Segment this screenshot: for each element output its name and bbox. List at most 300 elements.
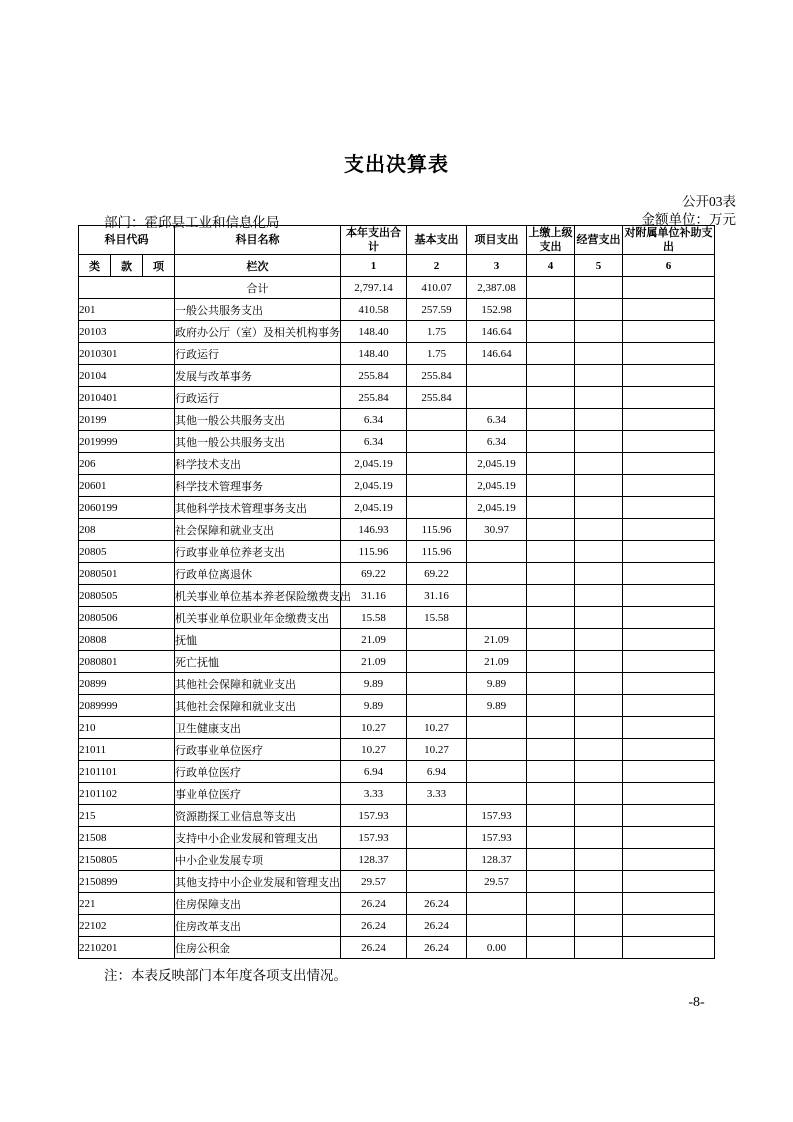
row-project [467, 893, 527, 915]
table-row [79, 497, 715, 519]
row-subject-name: 政府办公厅（室）及相关机构事务 [175, 321, 341, 343]
row-subject-name: 其他一般公共服务支出 [175, 409, 341, 431]
row-subject-code: 20199 [79, 409, 175, 431]
row-subject-code: 2080505 [79, 585, 175, 607]
row-year-total: 2,045.19 [341, 475, 407, 497]
row-subject-code: 2019999 [79, 431, 175, 453]
row-subject-name: 住房公积金 [175, 937, 341, 959]
total-basic: 410.07 [407, 277, 467, 299]
row-subject-code: 22102 [79, 915, 175, 937]
row-year-total: 29.57 [341, 871, 407, 893]
row-project: 21.09 [467, 629, 527, 651]
table-row [79, 519, 715, 541]
row-year-total: 2,045.19 [341, 453, 407, 475]
row-basic: 1.75 [407, 321, 467, 343]
row-project [467, 607, 527, 629]
form-code: 公开03表 [682, 194, 736, 209]
row-subject-code: 2089999 [79, 695, 175, 717]
row-basic: 1.75 [407, 343, 467, 365]
row-subsidiary [623, 761, 715, 783]
row-subject-code: 2210201 [79, 937, 175, 959]
row-subsidiary [623, 475, 715, 497]
row-business [575, 717, 623, 739]
row-subsidiary [623, 299, 715, 321]
table-row [79, 849, 715, 871]
row-year-total: 15.58 [341, 607, 407, 629]
total-subsidiary [623, 277, 715, 299]
total-label: 合计 [175, 277, 341, 299]
total-row [79, 277, 715, 299]
row-year-total: 3.33 [341, 783, 407, 805]
row-subject-name: 其他社会保障和就业支出 [175, 673, 341, 695]
row-basic: 26.24 [407, 915, 467, 937]
row-project: 146.64 [467, 321, 527, 343]
row-project: 146.64 [467, 343, 527, 365]
total-upper [527, 277, 575, 299]
row-project [467, 541, 527, 563]
row-subsidiary [623, 783, 715, 805]
row-upper [527, 695, 575, 717]
row-subject-name: 事业单位医疗 [175, 783, 341, 805]
row-subsidiary [623, 541, 715, 563]
row-upper [527, 475, 575, 497]
row-year-total: 157.93 [341, 827, 407, 849]
row-basic: 69.22 [407, 563, 467, 585]
row-project: 2,045.19 [467, 475, 527, 497]
table-row [79, 453, 715, 475]
row-basic: 31.16 [407, 585, 467, 607]
row-project: 6.34 [467, 409, 527, 431]
row-business [575, 893, 623, 915]
row-basic: 257.59 [407, 299, 467, 321]
row-subject-name: 科学技术管理事务 [175, 475, 341, 497]
subheader-col-2: 2 [407, 255, 467, 277]
row-year-total: 255.84 [341, 387, 407, 409]
row-business [575, 695, 623, 717]
row-business [575, 519, 623, 541]
row-year-total: 10.27 [341, 739, 407, 761]
table-row [79, 365, 715, 387]
row-subsidiary [623, 695, 715, 717]
row-basic [407, 827, 467, 849]
row-subject-code: 2080501 [79, 563, 175, 585]
row-year-total: 6.34 [341, 409, 407, 431]
table-row [79, 827, 715, 849]
row-upper [527, 321, 575, 343]
row-subsidiary [623, 409, 715, 431]
row-year-total: 26.24 [341, 893, 407, 915]
subheader-class: 类 [79, 255, 111, 277]
row-project [467, 585, 527, 607]
row-upper [527, 497, 575, 519]
total-year-total: 2,797.14 [341, 277, 407, 299]
row-subject-name: 行政单位离退休 [175, 563, 341, 585]
row-upper [527, 387, 575, 409]
row-basic: 15.58 [407, 607, 467, 629]
row-project: 157.93 [467, 827, 527, 849]
row-subject-name: 行政事业单位医疗 [175, 739, 341, 761]
row-business [575, 497, 623, 519]
row-subject-name: 资源勘探工业信息等支出 [175, 805, 341, 827]
page-title: 支出决算表 [344, 154, 449, 176]
row-basic: 10.27 [407, 739, 467, 761]
row-subsidiary [623, 585, 715, 607]
row-upper [527, 915, 575, 937]
department-line: 部门：霍邱县工业和信息化局 [104, 215, 280, 230]
table-row [79, 387, 715, 409]
row-upper [527, 739, 575, 761]
row-business [575, 541, 623, 563]
row-basic: 255.84 [407, 387, 467, 409]
row-project: 152.98 [467, 299, 527, 321]
row-basic [407, 805, 467, 827]
row-subsidiary [623, 937, 715, 959]
row-subject-code: 201 [79, 299, 175, 321]
table-row [79, 739, 715, 761]
subheader-section: 款 [111, 255, 143, 277]
row-year-total: 9.89 [341, 673, 407, 695]
row-subsidiary [623, 387, 715, 409]
row-subject-name: 住房保障支出 [175, 893, 341, 915]
row-subject-name: 抚恤 [175, 629, 341, 651]
row-subject-name: 一般公共服务支出 [175, 299, 341, 321]
row-subsidiary [623, 321, 715, 343]
row-subject-code: 215 [79, 805, 175, 827]
table-row [79, 717, 715, 739]
row-subsidiary [623, 805, 715, 827]
row-subsidiary [623, 673, 715, 695]
row-subsidiary [623, 915, 715, 937]
row-business [575, 849, 623, 871]
row-upper [527, 805, 575, 827]
row-upper [527, 453, 575, 475]
row-subsidiary [623, 563, 715, 585]
row-upper [527, 541, 575, 563]
row-subject-name: 其他支持中小企业发展和管理支出 [175, 871, 341, 893]
row-subject-name: 死亡抚恤 [175, 651, 341, 673]
subheader-col-6: 6 [623, 255, 715, 277]
page-number-text: -8- [688, 995, 705, 1010]
row-upper [527, 827, 575, 849]
expenditure-table [78, 225, 715, 959]
row-subject-code: 208 [79, 519, 175, 541]
row-subsidiary [623, 365, 715, 387]
row-subject-code: 206 [79, 453, 175, 475]
table-row [79, 695, 715, 717]
row-subject-code: 21011 [79, 739, 175, 761]
row-subsidiary [623, 651, 715, 673]
table-footnote: 注：本表反映部门本年度各项支出情况。 [104, 968, 347, 983]
row-project [467, 915, 527, 937]
row-year-total: 410.58 [341, 299, 407, 321]
row-business [575, 673, 623, 695]
row-year-total: 157.93 [341, 805, 407, 827]
row-subject-code: 20103 [79, 321, 175, 343]
row-business [575, 651, 623, 673]
row-basic [407, 629, 467, 651]
row-project: 29.57 [467, 871, 527, 893]
meta-row [0, 193, 793, 230]
row-year-total: 128.37 [341, 849, 407, 871]
row-basic [407, 651, 467, 673]
row-subsidiary [623, 343, 715, 365]
row-project: 157.93 [467, 805, 527, 827]
row-subject-code: 210 [79, 717, 175, 739]
table-row [79, 871, 715, 893]
table-row [79, 343, 715, 365]
row-subsidiary [623, 893, 715, 915]
row-basic [407, 497, 467, 519]
row-subject-name: 行政单位医疗 [175, 761, 341, 783]
page-number [0, 995, 793, 1011]
table-row [79, 673, 715, 695]
subheader-col-5: 5 [575, 255, 623, 277]
row-subsidiary [623, 519, 715, 541]
header-project-expenditure: 项目支出 [467, 226, 527, 255]
row-subject-code: 2080801 [79, 651, 175, 673]
row-upper [527, 871, 575, 893]
row-business [575, 431, 623, 453]
table-row [79, 761, 715, 783]
row-project: 21.09 [467, 651, 527, 673]
total-business [575, 277, 623, 299]
row-subject-code: 2010401 [79, 387, 175, 409]
table-row [79, 585, 715, 607]
row-project: 9.89 [467, 695, 527, 717]
row-business [575, 783, 623, 805]
row-subject-name: 行政运行 [175, 343, 341, 365]
row-basic [407, 695, 467, 717]
header-subsidiary-subsidy: 对附属单位补助支出 [624, 227, 713, 253]
row-year-total: 21.09 [341, 629, 407, 651]
row-business [575, 343, 623, 365]
row-year-total: 69.22 [341, 563, 407, 585]
subheader-columns-label: 栏次 [175, 255, 341, 277]
row-business [575, 607, 623, 629]
row-subject-code: 21508 [79, 827, 175, 849]
row-business [575, 563, 623, 585]
table-row [79, 805, 715, 827]
row-business [575, 827, 623, 849]
row-upper [527, 937, 575, 959]
table-row [79, 893, 715, 915]
row-basic: 10.27 [407, 717, 467, 739]
form-meta [642, 193, 737, 229]
row-business [575, 629, 623, 651]
row-subject-name: 其他社会保障和就业支出 [175, 695, 341, 717]
table-row [79, 475, 715, 497]
row-subsidiary [623, 871, 715, 893]
row-basic [407, 849, 467, 871]
table-row [79, 915, 715, 937]
row-year-total: 26.24 [341, 937, 407, 959]
row-year-total: 255.84 [341, 365, 407, 387]
row-subsidiary [623, 717, 715, 739]
row-upper [527, 365, 575, 387]
header-basic-expenditure: 基本支出 [407, 226, 467, 255]
row-year-total: 2,045.19 [341, 497, 407, 519]
amount-unit: 金额单位：万元 [641, 212, 736, 227]
row-subsidiary [623, 607, 715, 629]
row-subject-name: 支持中小企业发展和管理支出 [175, 827, 341, 849]
row-subject-code: 2101102 [79, 783, 175, 805]
row-project [467, 761, 527, 783]
row-business [575, 915, 623, 937]
row-project [467, 387, 527, 409]
row-upper [527, 585, 575, 607]
table-row [79, 563, 715, 585]
row-subject-name: 发展与改革事务 [175, 365, 341, 387]
row-year-total: 9.89 [341, 695, 407, 717]
row-project: 2,045.19 [467, 497, 527, 519]
row-upper [527, 849, 575, 871]
table-row [79, 321, 715, 343]
table-row [79, 541, 715, 563]
row-project: 2,045.19 [467, 453, 527, 475]
row-project: 9.89 [467, 673, 527, 695]
row-year-total: 10.27 [341, 717, 407, 739]
table-row [79, 431, 715, 453]
row-project [467, 717, 527, 739]
row-upper [527, 563, 575, 585]
row-subsidiary [623, 453, 715, 475]
row-subject-name: 住房改革支出 [175, 915, 341, 937]
row-business [575, 739, 623, 761]
table-row [79, 783, 715, 805]
row-subject-name: 其他一般公共服务支出 [175, 431, 341, 453]
header-business-expenditure: 经营支出 [575, 226, 623, 255]
table-row [79, 299, 715, 321]
row-project [467, 739, 527, 761]
row-year-total: 115.96 [341, 541, 407, 563]
row-subsidiary [623, 431, 715, 453]
row-subsidiary [623, 497, 715, 519]
row-basic [407, 673, 467, 695]
row-subject-code: 20601 [79, 475, 175, 497]
row-subject-name: 机关事业单位基本养老保险缴费支出 [175, 585, 341, 607]
row-upper [527, 717, 575, 739]
row-project [467, 563, 527, 585]
row-subject-name: 机关事业单位职业年金缴费支出 [175, 607, 341, 629]
total-project: 2,387.08 [467, 277, 527, 299]
header-subject-code: 科目代码 [79, 226, 175, 255]
total-code-cell [79, 277, 175, 299]
row-basic [407, 871, 467, 893]
row-project: 128.37 [467, 849, 527, 871]
row-upper [527, 761, 575, 783]
row-subject-code: 2101101 [79, 761, 175, 783]
row-upper [527, 299, 575, 321]
row-upper [527, 673, 575, 695]
row-project [467, 783, 527, 805]
row-subject-code: 221 [79, 893, 175, 915]
row-subject-code: 20899 [79, 673, 175, 695]
row-upper [527, 629, 575, 651]
row-subject-code: 2060199 [79, 497, 175, 519]
row-subject-code: 20808 [79, 629, 175, 651]
row-subsidiary [623, 739, 715, 761]
row-subject-code: 20104 [79, 365, 175, 387]
row-basic: 115.96 [407, 519, 467, 541]
header-upper-level-payment: 上缴上级支出 [528, 227, 573, 253]
row-year-total: 31.16 [341, 585, 407, 607]
row-business [575, 299, 623, 321]
row-upper [527, 519, 575, 541]
row-business [575, 805, 623, 827]
row-subsidiary [623, 827, 715, 849]
row-business [575, 937, 623, 959]
header-year-total: 本年支出合计 [341, 226, 407, 255]
row-year-total: 6.94 [341, 761, 407, 783]
row-business [575, 365, 623, 387]
row-upper [527, 607, 575, 629]
table-body [79, 277, 715, 959]
row-year-total: 148.40 [341, 343, 407, 365]
row-basic: 26.24 [407, 937, 467, 959]
row-business [575, 387, 623, 409]
row-year-total: 26.24 [341, 915, 407, 937]
row-project: 6.34 [467, 431, 527, 453]
row-subject-name: 中小企业发展专项 [175, 849, 341, 871]
row-business [575, 585, 623, 607]
row-year-total: 146.93 [341, 519, 407, 541]
row-basic: 6.94 [407, 761, 467, 783]
row-subsidiary [623, 629, 715, 651]
row-subsidiary [623, 849, 715, 871]
row-subject-code: 20805 [79, 541, 175, 563]
row-upper [527, 651, 575, 673]
row-basic [407, 409, 467, 431]
row-subject-code: 2150805 [79, 849, 175, 871]
row-basic: 255.84 [407, 365, 467, 387]
row-upper [527, 893, 575, 915]
row-basic: 115.96 [407, 541, 467, 563]
row-subject-name: 科学技术支出 [175, 453, 341, 475]
row-subject-code: 2080506 [79, 607, 175, 629]
row-business [575, 871, 623, 893]
row-basic: 3.33 [407, 783, 467, 805]
row-year-total: 6.34 [341, 431, 407, 453]
row-upper [527, 783, 575, 805]
row-upper [527, 343, 575, 365]
row-subject-code: 2010301 [79, 343, 175, 365]
row-subject-code: 2150899 [79, 871, 175, 893]
row-upper [527, 409, 575, 431]
row-business [575, 475, 623, 497]
table-subheader-row [79, 255, 715, 277]
table-row [79, 409, 715, 431]
subheader-col-1: 1 [341, 255, 407, 277]
row-subject-name: 行政运行 [175, 387, 341, 409]
row-subject-name: 社会保障和就业支出 [175, 519, 341, 541]
row-basic [407, 475, 467, 497]
row-upper [527, 431, 575, 453]
header-subject-name: 科目名称 [175, 226, 341, 255]
row-project: 30.97 [467, 519, 527, 541]
row-year-total: 21.09 [341, 651, 407, 673]
table-row [79, 651, 715, 673]
row-business [575, 453, 623, 475]
subheader-item: 项 [143, 255, 175, 277]
row-business [575, 321, 623, 343]
row-subject-name: 卫生健康支出 [175, 717, 341, 739]
row-business [575, 761, 623, 783]
table-row [79, 937, 715, 959]
table-row [79, 629, 715, 651]
row-basic [407, 431, 467, 453]
subheader-col-3: 3 [467, 255, 527, 277]
subheader-col-4: 4 [527, 255, 575, 277]
